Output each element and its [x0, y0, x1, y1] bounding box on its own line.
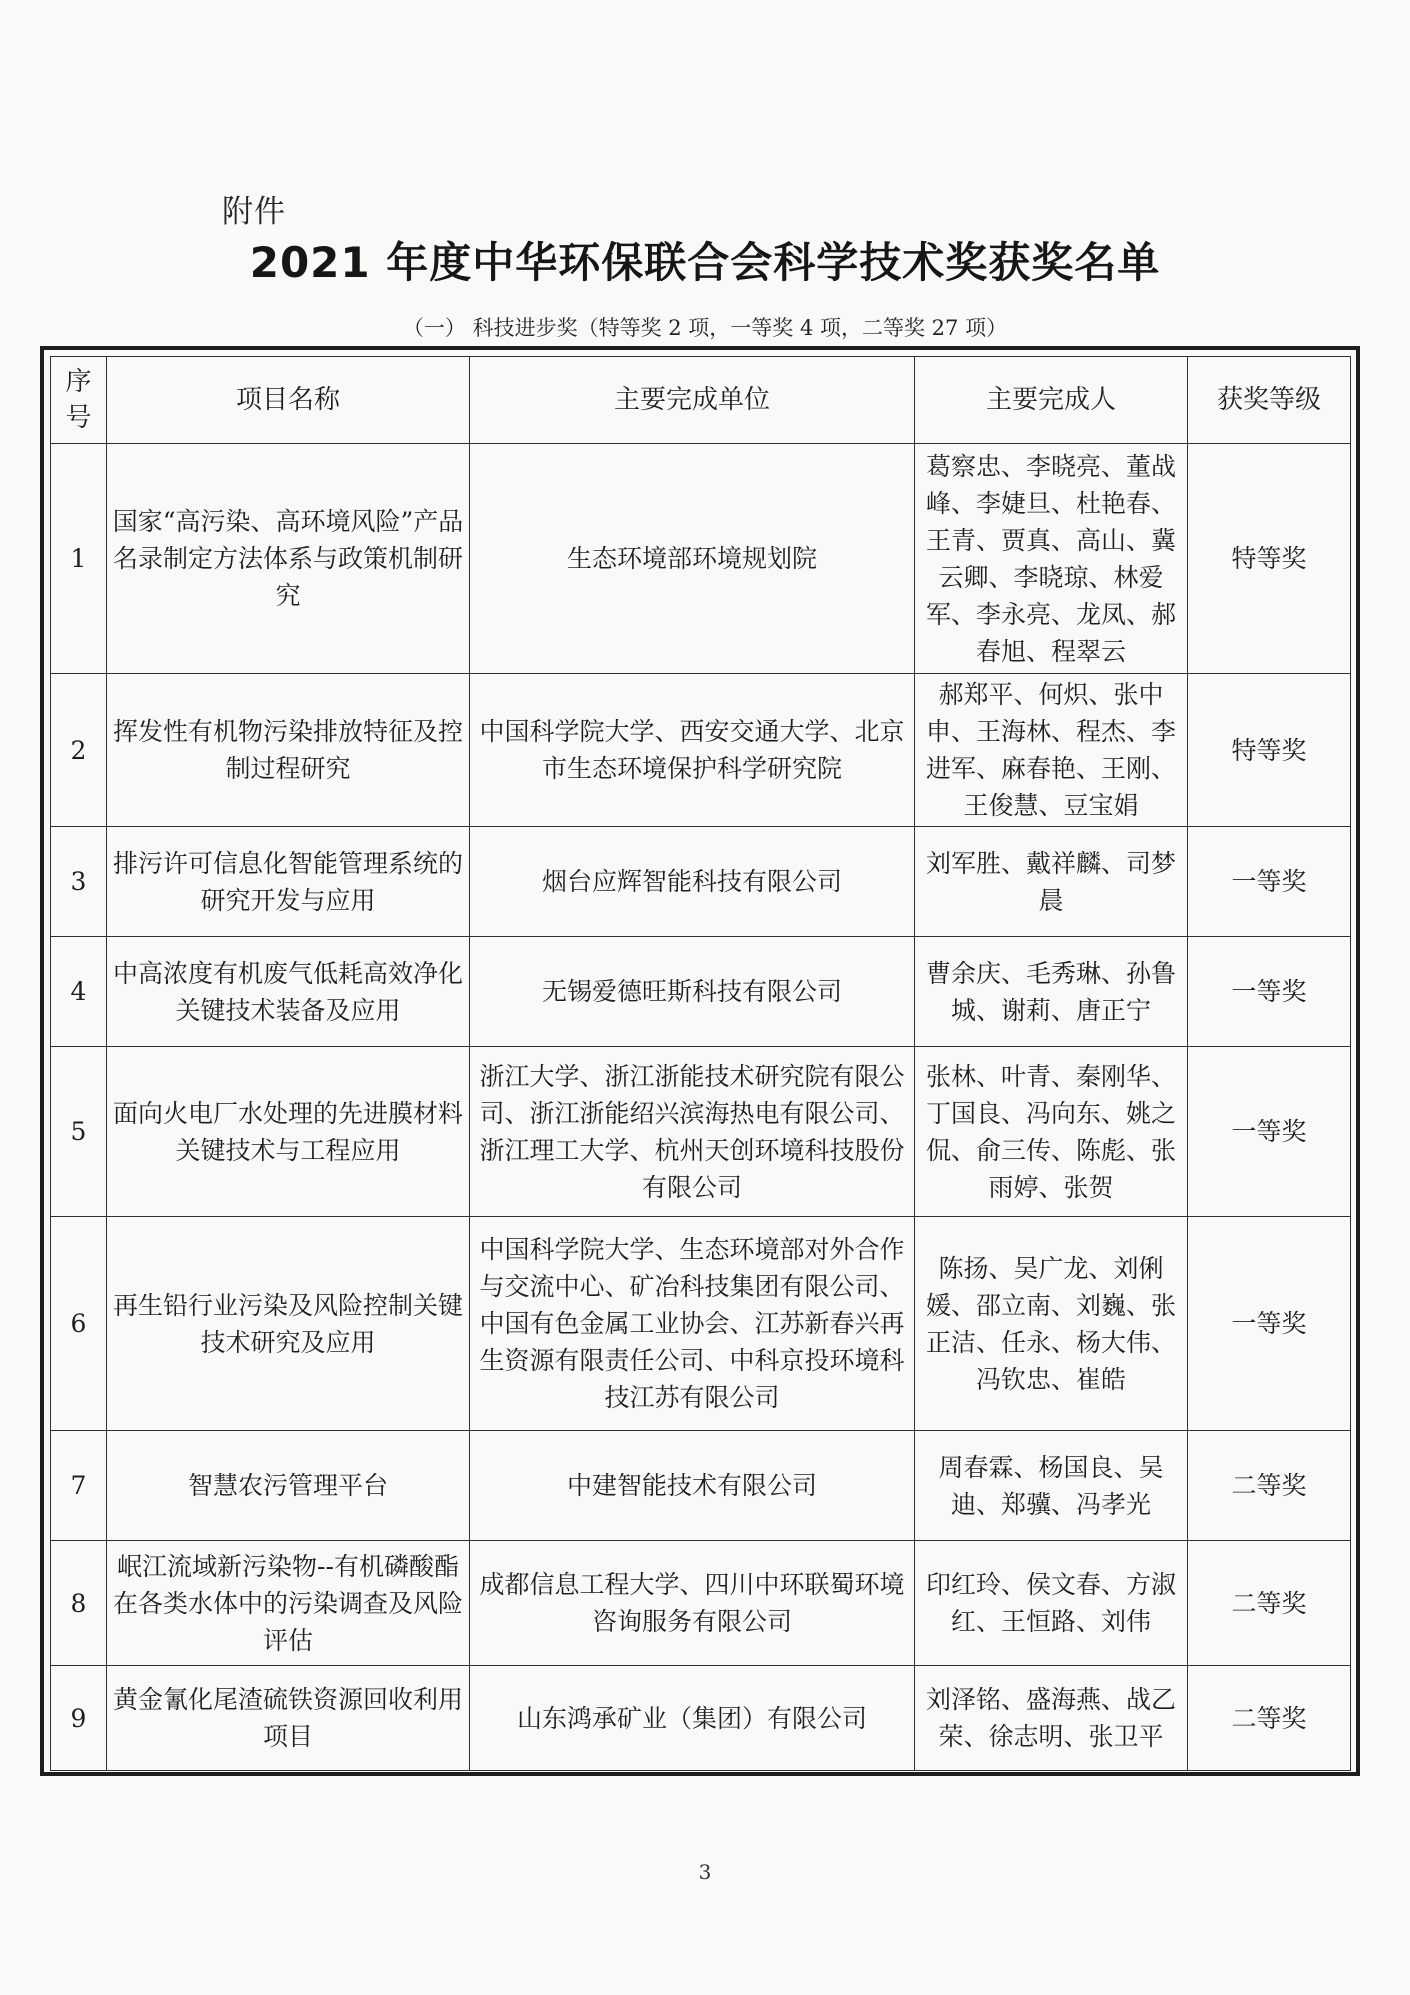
row-project: 面向火电厂水处理的先进膜材料关键技术与工程应用	[107, 1047, 470, 1217]
row-people: 葛察忠、李晓亮、董战峰、李婕旦、杜艳春、王青、贾真、高山、冀云卿、李晓琼、林爱军、李永亮、龙凤、郝春旭、程翠云	[915, 444, 1188, 674]
header-index-line1: 序	[65, 367, 92, 397]
row-project: 再生铅行业污染及风险控制关键技术研究及应用	[107, 1217, 470, 1431]
award-table-frame	[40, 346, 1360, 1776]
row-project: 排污许可信息化智能管理系统的研究开发与应用	[107, 827, 470, 937]
row-index: 2	[51, 674, 107, 827]
table-row	[51, 444, 1351, 674]
row-org: 成都信息工程大学、四川中环联蜀环境咨询服务有限公司	[470, 1541, 915, 1666]
row-level: 二等奖	[1188, 1541, 1351, 1666]
row-org: 生态环境部环境规划院	[470, 444, 915, 674]
table-row	[51, 1431, 1351, 1541]
table-header-row	[51, 357, 1351, 444]
header-index	[51, 357, 107, 444]
row-level: 二等奖	[1188, 1666, 1351, 1771]
row-org: 山东鸿承矿业（集团）有限公司	[470, 1666, 915, 1771]
row-index: 7	[51, 1431, 107, 1541]
row-project: 岷江流域新污染物--有机磷酸酯在各类水体中的污染调查及风险评估	[107, 1541, 470, 1666]
row-project: 中高浓度有机废气低耗高效净化关键技术装备及应用	[107, 937, 470, 1047]
award-table	[50, 356, 1351, 1771]
row-people: 郝郑平、何炽、张中申、王海林、程杰、李进军、麻春艳、王刚、王俊慧、豆宝娟	[915, 674, 1188, 827]
row-project: 智慧农污管理平台	[107, 1431, 470, 1541]
row-org: 中国科学院大学、生态环境部对外合作与交流中心、矿冶科技集团有限公司、中国有色金属工业协会、江苏新春兴再生资源有限责任公司、中科京投环境科技江苏有限公司	[470, 1217, 915, 1431]
row-index: 9	[51, 1666, 107, 1771]
row-index: 3	[51, 827, 107, 937]
row-people: 印红玲、侯文春、方淑红、王恒路、刘伟	[915, 1541, 1188, 1666]
row-project: 挥发性有机物污染排放特征及控制过程研究	[107, 674, 470, 827]
row-level: 一等奖	[1188, 937, 1351, 1047]
row-level: 特等奖	[1188, 444, 1351, 674]
table-row	[51, 937, 1351, 1047]
row-org: 中国科学院大学、西安交通大学、北京市生态环境保护科学研究院	[470, 674, 915, 827]
table-row	[51, 1047, 1351, 1217]
row-people: 刘军胜、戴祥麟、司梦晨	[915, 827, 1188, 937]
table-row	[51, 1541, 1351, 1666]
row-org: 烟台应辉智能科技有限公司	[470, 827, 915, 937]
attachment-label: 附件	[222, 194, 286, 230]
row-org: 中建智能技术有限公司	[470, 1431, 915, 1541]
row-level: 二等奖	[1188, 1431, 1351, 1541]
row-org: 无锡爱德旺斯科技有限公司	[470, 937, 915, 1047]
row-level: 一等奖	[1188, 1047, 1351, 1217]
row-level: 特等奖	[1188, 674, 1351, 827]
row-people: 陈扬、吴广龙、刘俐媛、邵立南、刘巍、张正洁、任永、杨大伟、冯钦忠、崔皓	[915, 1217, 1188, 1431]
row-people: 刘泽铭、盛海燕、战乙荣、徐志明、张卫平	[915, 1666, 1188, 1771]
row-level: 一等奖	[1188, 1217, 1351, 1431]
header-index-line2: 号	[65, 403, 92, 433]
header-people: 主要完成人	[915, 357, 1188, 444]
row-level: 一等奖	[1188, 827, 1351, 937]
page-subtitle: （一） 科技进步奖（特等奖 2 项，一等奖 4 项，二等奖 27 项）	[402, 316, 1008, 340]
row-people: 张林、叶青、秦刚华、丁国良、冯向东、姚之侃、俞三传、陈彪、张雨婷、张贺	[915, 1047, 1188, 1217]
table-row	[51, 674, 1351, 827]
table-row	[51, 1666, 1351, 1771]
page-title: 2021 年度中华环保联合会科学技术奖获奖名单	[249, 238, 1161, 287]
row-people: 周春霖、杨国良、吴迪、郑骥、冯孝光	[915, 1431, 1188, 1541]
row-index: 8	[51, 1541, 107, 1666]
row-index: 1	[51, 444, 107, 674]
table-row	[51, 1217, 1351, 1431]
row-index: 4	[51, 937, 107, 1047]
row-org: 浙江大学、浙江浙能技术研究院有限公司、浙江浙能绍兴滨海热电有限公司、浙江理工大学、杭州天创环境科技股份有限公司	[470, 1047, 915, 1217]
row-project: 黄金氰化尾渣硫铁资源回收利用项目	[107, 1666, 470, 1771]
table-row	[51, 827, 1351, 937]
row-project: 国家“高污染、高环境风险”产品名录制定方法体系与政策机制研究	[107, 444, 470, 674]
page-number: 3	[698, 1860, 712, 1884]
row-index: 5	[51, 1047, 107, 1217]
row-index: 6	[51, 1217, 107, 1431]
header-org: 主要完成单位	[470, 357, 915, 444]
header-project: 项目名称	[107, 357, 470, 444]
header-level: 获奖等级	[1188, 357, 1351, 444]
row-people: 曹余庆、毛秀琳、孙鲁城、谢莉、唐正宁	[915, 937, 1188, 1047]
